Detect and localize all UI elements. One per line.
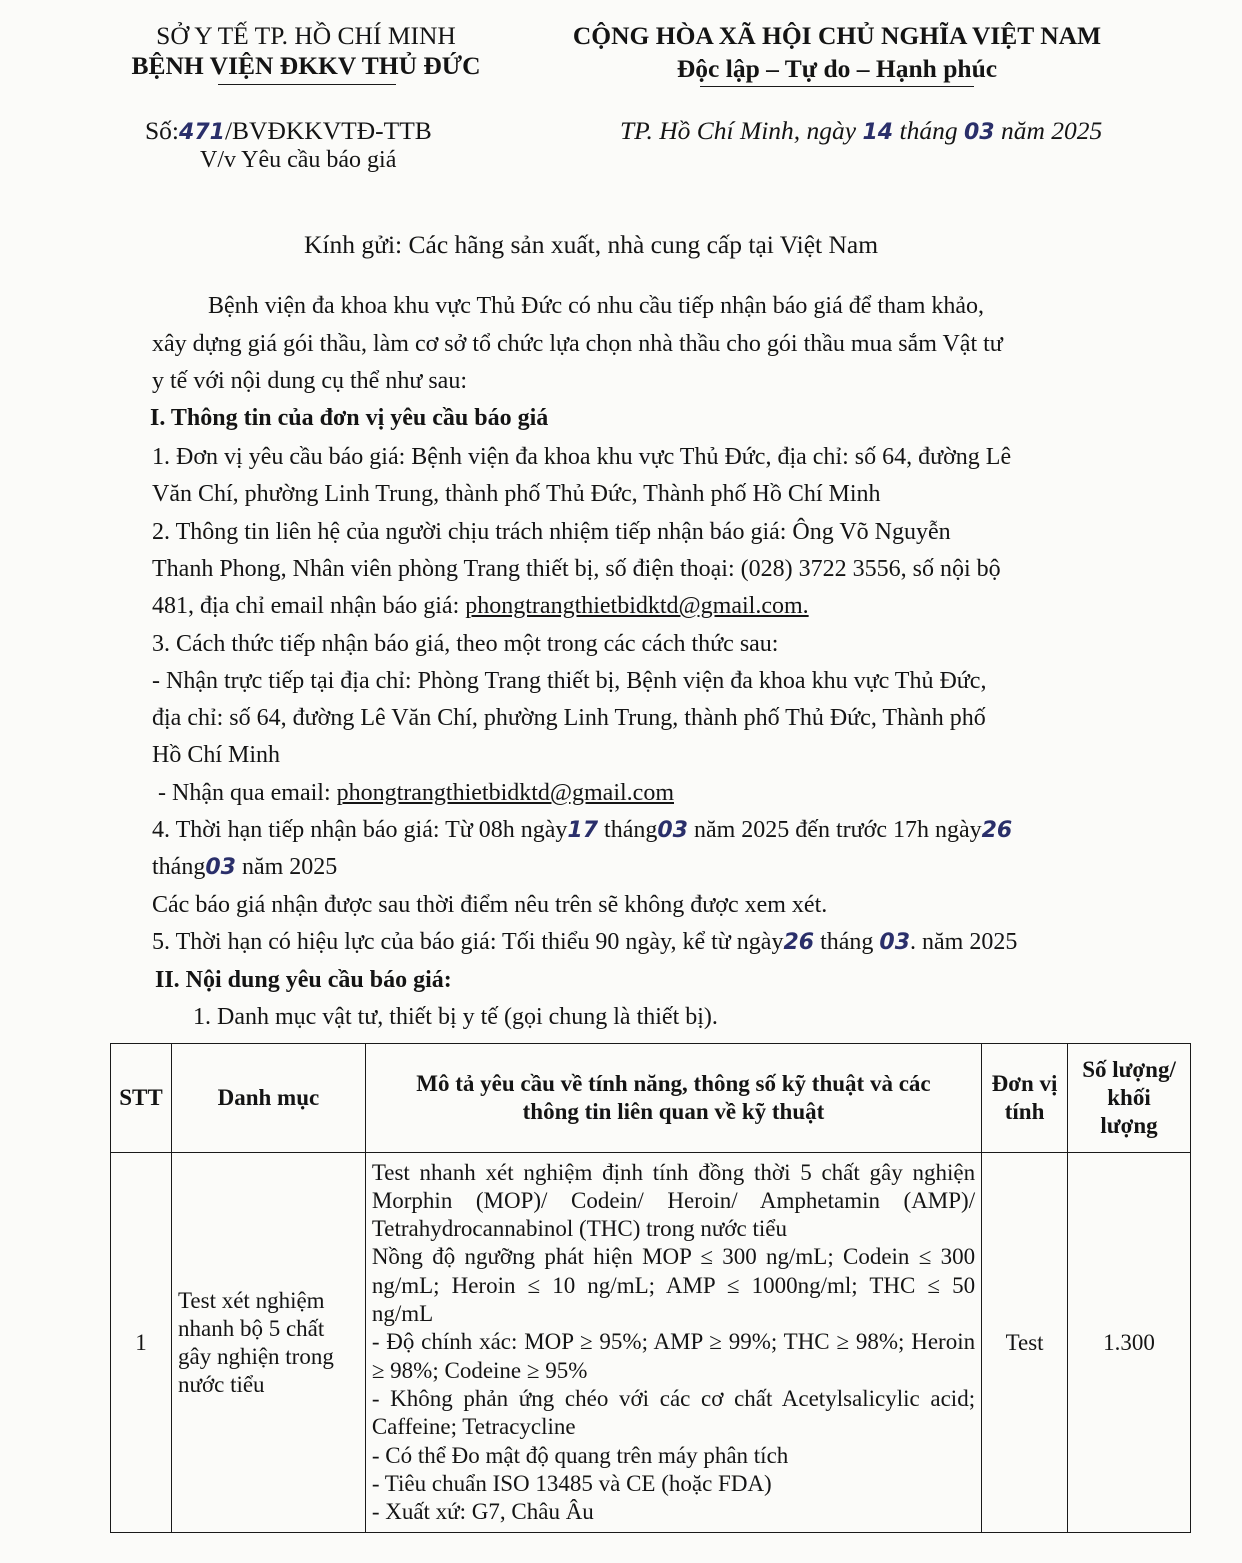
table-header-row [111,1044,1191,1153]
item-3-direct-line-3: Hồ Chí Minh [152,742,281,768]
item-2-line-3 [152,592,809,620]
item-4-text-5: năm 2025 [241,854,338,880]
desc-line-7: - Xuất xứ: G7, Châu Âu [371,1499,594,1525]
desc-line-3: - Độ chính xác: MOP ≥ 95%; AMP ≥ 99%; THC ≥ 98%; Heroin ≥ 98%; Codeine ≥ 95% [371,1329,976,1383]
org-name-line1: SỞ Y TẾ TP. HỒ CHÍ MINH [156,21,456,50]
item-4-hand-day-1: 17 [567,818,599,843]
item-4-text-1: 4. Thời hạn tiếp nhận báo giá: Từ 08h ngày [152,817,568,843]
item-5-text-1: 5. Thời hạn có hiệu lực của báo giá: Tối thiểu 90 ngày, kể từ ngày [152,929,784,955]
item-4-hand-month-1: 03 [657,818,688,843]
desc-line-5: - Có thể Đo mật độ quang trên máy phân tích [371,1442,789,1468]
email-link-2[interactable]: phongtrangthietbidktd@gmail.com [336,780,674,806]
item-4-text-3: năm 2025 đến trước 17h ngày [693,817,982,843]
cell-stt: 1 [111,1153,172,1533]
header-danh-muc: Danh mục [171,1044,365,1153]
desc-line-1: Test nhanh xét nghiệm định tính đồng thời 5 chất gây nghiện Morphin (MOP)/ Codein/ Heroin/ Amphetamin (AMP)/ Tetrahydrocannabinol (THC) trong nước tiểu [371,1159,976,1242]
header-so-luong: Số lượng/ khối lượng [1068,1044,1191,1153]
desc-line-2: Nồng độ ngưỡng phát hiện MOP ≤ 300 ng/mL; Codein ≤ 300 ng/mL; Heroin ≤ 10 ng/mL; AMP ≤ 1000ng/ml; THC ≤ 50 ng/mL [371,1244,976,1327]
item-4-line [152,816,1012,845]
item-3: 3. Cách thức tiếp nhận báo giá, theo một trong các cách thức sau: [152,631,779,657]
header-mo-ta: Mô tả yêu cầu về tính năng, thông số kỹ thuật và các thông tin liên quan về kỹ thuật [365,1044,981,1153]
item-3-direct-line-2: địa chỉ: số 64, đường Lê Văn Chí, phường Linh Trung, thành phố Thủ Đức, Thành phố [152,705,986,731]
document-date [620,117,1102,147]
item-5-text-2: tháng [820,929,874,955]
item-4-line-2 [152,853,337,882]
nation-name: CỘNG HÒA XÃ HỘI CHỦ NGHĨA VIỆT NAM [572,21,1102,50]
item-2-line-3-text: 481, địa chỉ email nhận báo giá: [152,593,466,619]
document-number [145,117,432,147]
item-3-email-prefix: - Nhận qua email: [158,780,337,806]
intro-line-2: xây dựng giá gói thầu, làm cơ sở tổ chức lựa chọn nhà thầu cho gói thầu mua sắm Vật tư [152,331,1003,357]
desc-line-6: - Tiêu chuẩn ISO 13485 và CE (hoặc FDA) [371,1470,772,1496]
section-2-title: II. Nội dung yêu cầu báo giá: [155,967,452,993]
item-4-text-4: tháng [152,854,206,880]
item-5-text-3: . năm 2025 [910,929,1018,955]
date-day-handwritten: 14 [862,120,894,145]
org-name-line2: BỆNH VIỆN ĐKKV THỦ ĐỨC [131,51,481,80]
equipment-table [110,1043,1191,1533]
header-don-vi: Đơn vị tính [982,1044,1068,1153]
cell-danh-muc: Test xét nghiệm nhanh bộ 5 chất gây nghiện trong nước tiểu [171,1153,365,1533]
doc-no-prefix: Số: [145,116,180,145]
table-row [111,1153,1191,1533]
motto-underline [700,86,974,87]
item-3-direct-line-1: - Nhận trực tiếp tại địa chỉ: Phòng Trang thiết bị, Bệnh viện đa khoa khu vực Thủ Đức, [152,668,987,694]
item-2-line-2: Thanh Phong, Nhân viên phòng Trang thiết bị, số điện thoại: (028) 3722 3556, số nội bộ [152,556,1001,582]
cell-mo-ta [365,1153,981,1533]
nation-motto: Độc lập – Tự do – Hạnh phúc [676,54,998,83]
item-4-hand-day-2: 26 [981,818,1013,843]
item-5-line [152,928,1017,957]
item-4-text-2: tháng [604,817,658,843]
org-underline [218,84,396,85]
date-year: năm 2025 [1000,116,1103,145]
item-5-hand-month: 03 [879,930,911,955]
item-1-line-2: Văn Chí, phường Linh Trung, thành phố Thủ Đức, Thành phố Hồ Chí Minh [152,481,881,507]
item-5-hand-day: 26 [783,930,815,955]
date-month-label: tháng [899,116,958,145]
section-2-item-1: 1. Danh mục vật tư, thiết bị y tế (gọi chung là thiết bị). [193,1004,718,1030]
item-1-line-1: 1. Đơn vị yêu cầu báo giá: Bệnh viện đa khoa khu vực Thủ Đức, địa chỉ: số 64, đường Lê [152,444,1012,470]
header-stt: STT [111,1044,172,1153]
greeting: Kính gửi: Các hãng sản xuất, nhà cung cấp tại Việt Nam [304,230,879,259]
item-4-note: Các báo giá nhận được sau thời điểm nêu trên sẽ không được xem xét. [152,892,828,918]
date-month-handwritten: 03 [963,120,995,145]
item-4-hand-month-2: 03 [205,855,236,880]
cell-so-luong: 1.300 [1068,1153,1191,1533]
email-link-1[interactable]: phongtrangthietbidktd@gmail.com. [465,593,809,619]
desc-line-4: - Không phản ứng chéo với các cơ chất Acetylsalicylic acid; Caffeine; Tetracycline [371,1385,976,1440]
doc-no-suffix: /BVĐKKVTĐ-TTB [224,116,432,145]
intro-line-3: y tế với nội dung cụ thể như sau: [152,368,467,394]
item-2-line-1: 2. Thông tin liên hệ của người chịu trách nhiệm tiếp nhận báo giá: Ông Võ Nguyễn [152,519,951,545]
doc-no-handwritten: 471 [179,120,225,145]
date-prefix: TP. Hồ Chí Minh, ngày [620,116,857,145]
document-subject: V/v Yêu cầu báo giá [200,147,397,173]
cell-don-vi: Test [982,1153,1068,1533]
section-1-title: I. Thông tin của đơn vị yêu cầu báo giá [150,405,549,431]
intro-line-1: Bệnh viện đa khoa khu vực Thủ Đức có nhu cầu tiếp nhận báo giá để tham khảo, [208,293,985,319]
item-3-email-line [158,779,674,807]
